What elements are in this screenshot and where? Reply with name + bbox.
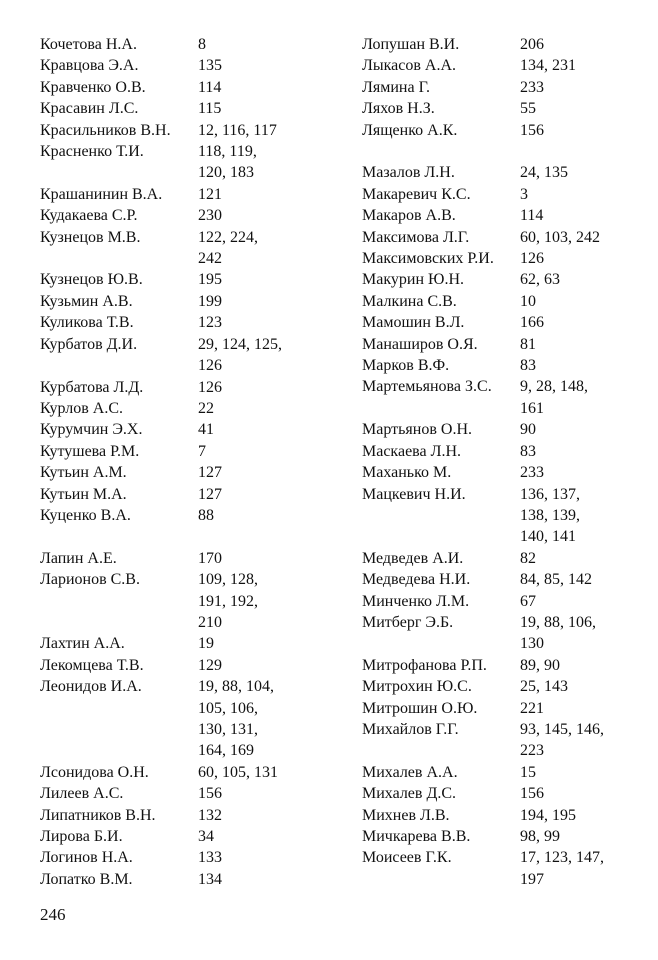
author-name: Леонидов И.А. (40, 678, 142, 696)
author-name: Мичкарева В.В. (362, 828, 471, 846)
index-entry (40, 655, 340, 676)
index-entry (362, 762, 652, 783)
page-references: 60, 103, 242 (520, 228, 600, 246)
index-entry (40, 847, 340, 868)
index-entry (362, 334, 652, 355)
page-references: 199 (198, 292, 222, 310)
author-name: Макурин Ю.Н. (362, 271, 464, 289)
author-name: Курумчин Э.Х. (40, 421, 143, 439)
author-name: Лященко А.К. (362, 121, 458, 139)
author-name: Михнев Л.В. (362, 806, 450, 824)
page-references: 122, 224, 242 (198, 228, 258, 268)
page-references: 115 (198, 100, 222, 118)
index-entry (40, 462, 340, 483)
page-references: 84, 85, 142 (520, 571, 592, 589)
index-entry (40, 548, 340, 569)
page-references: 127 (198, 485, 222, 503)
author-name: Михалев Д.С. (362, 785, 457, 803)
page-references: 233 (520, 464, 544, 482)
author-name: Красавин Л.С. (40, 100, 139, 118)
page-references: 12, 116, 117 (198, 121, 277, 139)
index-entry (40, 120, 340, 141)
index-entry (40, 377, 340, 398)
page-references: 156 (520, 785, 544, 803)
index-entry (40, 141, 340, 184)
page-references: 166 (520, 314, 544, 332)
index-entry (40, 98, 340, 119)
author-name: Лопушан В.И. (362, 36, 460, 53)
page-number: 246 (40, 905, 66, 924)
page-references: 230 (198, 207, 222, 225)
index-entry (362, 484, 652, 548)
index-entry (40, 762, 340, 783)
index-entry (40, 441, 340, 462)
page-references: 135 (198, 57, 222, 75)
page-references: 90 (520, 421, 536, 439)
page-references: 126 (520, 250, 544, 268)
author-name: Ляхов Н.З. (362, 100, 435, 118)
page-references: 25, 143 (520, 678, 568, 696)
page-references: 29, 124, 125, 126 (198, 335, 282, 375)
page-references: 206 (520, 36, 544, 53)
page-references: 17, 123, 147, 197 (520, 849, 604, 888)
author-name: Лапин А.Е. (40, 549, 117, 567)
page-references: 170 (198, 549, 222, 567)
index-entry (40, 676, 340, 762)
index-entry (362, 34, 652, 55)
index-entry (362, 676, 652, 697)
author-name: Медведев А.И. (362, 549, 464, 567)
author-name: Лилеев А.С. (40, 785, 124, 803)
page-references: 221 (520, 699, 544, 717)
page-references: 3 (520, 185, 528, 203)
index-entry (40, 77, 340, 98)
author-name: Куликова Т.В. (40, 314, 134, 332)
index-entry (40, 227, 340, 270)
index-entry (362, 98, 652, 119)
index-entry (362, 612, 652, 655)
index-entry (40, 291, 340, 312)
author-name: Кутушева Р.М. (40, 442, 140, 460)
author-name: Митрофанова Р.П. (362, 656, 487, 674)
author-name: Куценко В.А. (40, 506, 131, 524)
page-references: 88 (198, 506, 214, 524)
page-references: 129 (198, 656, 222, 674)
author-name: Кутьин А.М. (40, 464, 127, 482)
author-name: Максимовских Р.И. (362, 250, 494, 268)
page-references: 127 (198, 464, 222, 482)
author-name: Лыкасов А.А. (362, 57, 456, 75)
page-references: 123 (198, 314, 222, 332)
index-entry (362, 162, 652, 183)
author-name: Михалев А.А. (362, 763, 458, 781)
author-name: Медведева Н.И. (362, 571, 471, 589)
author-name: Кравченко О.В. (40, 78, 146, 96)
index-entry (40, 34, 340, 55)
index-entry (40, 484, 340, 505)
author-name: Кузьмин А.В. (40, 292, 133, 310)
index-entry (40, 55, 340, 76)
index-entry (362, 227, 652, 248)
page-references: 114 (198, 78, 222, 96)
page-references: 195 (198, 271, 222, 289)
index-entry (362, 376, 652, 419)
index-entry (362, 77, 652, 98)
author-name: Курбатова Л.Д. (40, 378, 144, 396)
author-name: Моисеев Г.К. (362, 849, 452, 867)
page-references: 121 (198, 185, 222, 203)
index-entry (362, 569, 652, 590)
page-references: 109, 128, 191, 192, 210 (198, 571, 258, 631)
page-references: 19, 88, 106, 130 (520, 613, 596, 653)
index-entry (40, 805, 340, 826)
index-entry (362, 441, 652, 462)
page-references: 114 (520, 207, 544, 225)
index-entry (362, 291, 652, 312)
author-name: Маханько М. (362, 464, 452, 482)
page-references: 22 (198, 399, 214, 417)
author-name: Кузнецов Ю.В. (40, 271, 143, 289)
index-entry (40, 398, 340, 419)
index-entry (40, 569, 340, 633)
page-references: 55 (520, 100, 536, 118)
author-name: Манаширов О.Я. (362, 335, 478, 353)
page-references: 19, 88, 104, 105, 106, 130, 131, 164, 169 (198, 678, 274, 760)
section-gap (362, 141, 652, 162)
page-references: 98, 99 (520, 828, 560, 846)
page-references: 194, 195 (520, 806, 576, 824)
author-name: Красненко Т.И. (40, 143, 144, 161)
page-references: 15 (520, 763, 536, 781)
page-references: 93, 145, 146, 223 (520, 720, 604, 760)
index-entry (362, 462, 652, 483)
page-references: 233 (520, 78, 544, 96)
page-references: 83 (520, 357, 536, 375)
author-name: Кочетова Н.А. (40, 36, 137, 53)
index-entry (362, 55, 652, 76)
index-entry (362, 419, 652, 440)
index-entry (40, 184, 340, 205)
page-references: 134 (198, 870, 222, 888)
page-references: 8 (198, 36, 206, 53)
index-entry (362, 184, 652, 205)
index-entry (362, 805, 652, 826)
page-references: 82 (520, 549, 536, 567)
index-entry (362, 698, 652, 719)
author-name: Лсонидова О.Н. (40, 763, 149, 781)
page-references: 83 (520, 442, 536, 460)
index-entry (40, 205, 340, 226)
index-entry (362, 783, 652, 804)
author-name: Макаров А.В. (362, 207, 456, 225)
page-references: 136, 137, 138, 139, 140, 141 (520, 485, 580, 546)
author-name: Лирова Б.И. (40, 828, 123, 846)
page-references: 9, 28, 148, 161 (520, 378, 588, 417)
index-entry (40, 419, 340, 440)
author-name: Кузнецов М.В. (40, 228, 141, 246)
page-references: 34 (198, 828, 214, 846)
index-entry (362, 248, 652, 269)
author-name: Минченко Л.М. (362, 592, 470, 610)
index-entry (40, 633, 340, 654)
author-name: Мартьянов О.Н. (362, 421, 472, 439)
author-name: Маскаева Л.Н. (362, 442, 462, 460)
page-references: 62, 63 (520, 271, 560, 289)
page-references: 60, 105, 131 (198, 763, 278, 781)
index-entry (362, 847, 652, 890)
author-name: Митберг Э.Б. (362, 613, 454, 631)
index-entry (40, 312, 340, 333)
author-name: Лекомцева Т.В. (40, 656, 144, 674)
page-references: 132 (198, 806, 222, 824)
page-references: 89, 90 (520, 656, 560, 674)
page-references: 156 (198, 785, 222, 803)
index-entry (40, 505, 340, 526)
index-entry (362, 591, 652, 612)
author-name: Логинов Н.А. (40, 849, 133, 867)
author-name: Малкина С.В. (362, 292, 457, 310)
author-name: Марков В.Ф. (362, 357, 450, 375)
page-references: 7 (198, 442, 206, 460)
index-entry (362, 655, 652, 676)
author-name: Лахтин А.А. (40, 635, 125, 653)
page-references: 24, 135 (520, 164, 568, 182)
index-entry (362, 826, 652, 847)
page-references: 41 (198, 421, 214, 439)
author-name: Липатников В.Н. (40, 806, 156, 824)
author-name: Михайлов Г.Г. (362, 720, 459, 738)
index-entry (40, 269, 340, 290)
author-name: Мацкевич Н.И. (362, 485, 466, 503)
page-references: 133 (198, 849, 222, 867)
index-entry (40, 826, 340, 847)
author-name: Лямина Г. (362, 78, 431, 96)
index-entry (362, 719, 652, 762)
index-entry (362, 205, 652, 226)
author-name: Кравцова Э.А. (40, 57, 139, 75)
page-references: 156 (520, 121, 544, 139)
index-entry (40, 334, 340, 377)
index-column-right (362, 34, 652, 890)
section-gap (40, 526, 340, 547)
index-entry (40, 783, 340, 804)
index-entry (362, 548, 652, 569)
author-name: Ларионов С.В. (40, 571, 140, 589)
index-entry (362, 120, 652, 141)
page-references: 10 (520, 292, 536, 310)
page-references: 134, 231 (520, 57, 576, 75)
page-references: 118, 119, 120, 183 (198, 143, 257, 182)
page-references: 81 (520, 335, 536, 353)
index-entry (362, 312, 652, 333)
author-name: Макаревич К.С. (362, 185, 471, 203)
index-entry (40, 869, 340, 890)
author-name: Мартемьянова З.С. (362, 378, 492, 396)
author-name: Митрохин Ю.С. (362, 678, 472, 696)
author-name: Крашанинин В.А. (40, 185, 163, 203)
page-references: 126 (198, 378, 222, 396)
author-name: Курбатов Д.И. (40, 335, 138, 353)
author-name: Митрошин О.Ю. (362, 699, 478, 717)
author-name: Курлов А.С. (40, 399, 124, 417)
page-references: 19 (198, 635, 214, 653)
author-name: Кудакаева С.Р. (40, 207, 138, 225)
author-name: Мамошин В.Л. (362, 314, 465, 332)
author-name: Красильников В.Н. (40, 121, 171, 139)
author-name: Максимова Л.Г. (362, 228, 470, 246)
index-entry (362, 269, 652, 290)
page-references: 67 (520, 592, 536, 610)
author-name: Кутьин М.А. (40, 485, 127, 503)
index-entry (362, 355, 652, 376)
author-name: Мазалов Л.Н. (362, 164, 455, 182)
author-name: Лопатко В.М. (40, 870, 133, 888)
index-column-left (40, 34, 340, 890)
